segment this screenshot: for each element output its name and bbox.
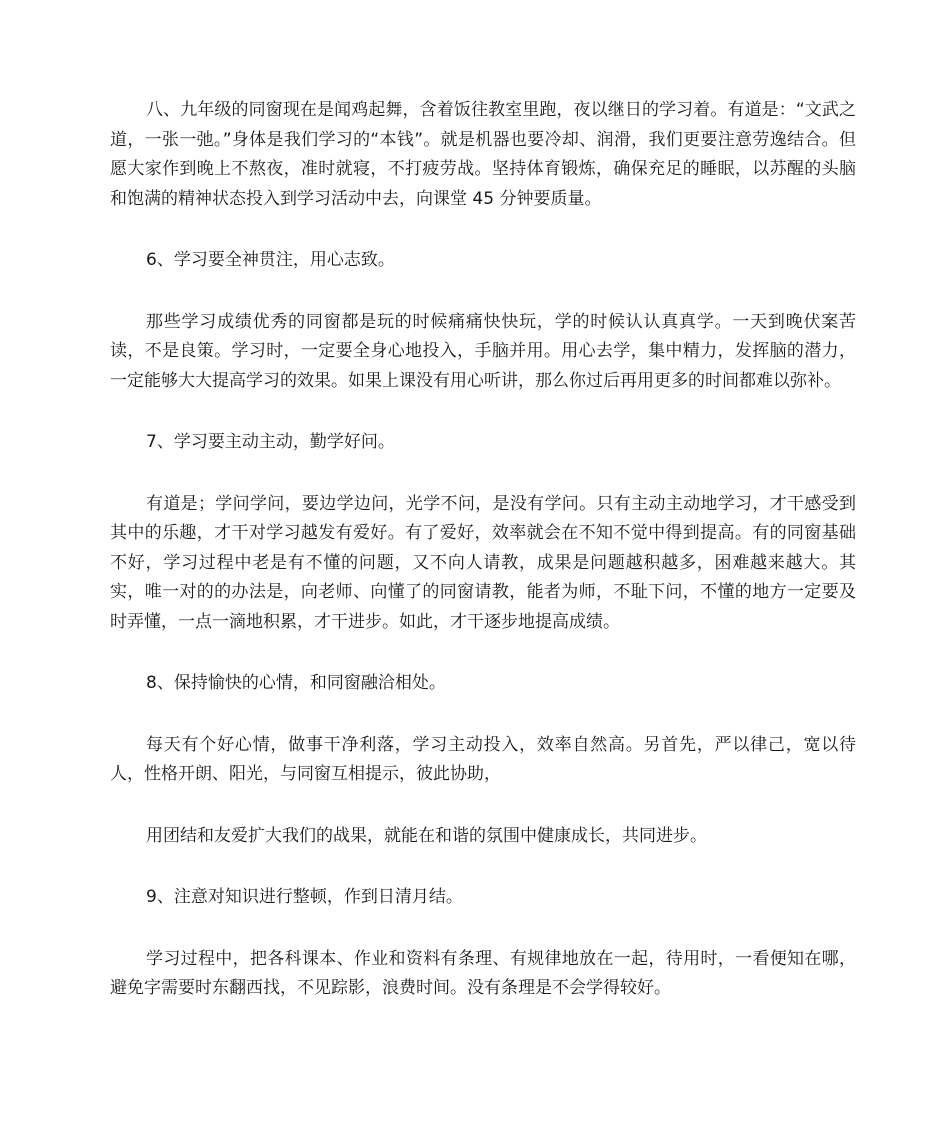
paragraph-gap [110, 637, 856, 669]
paragraph-organize-materials: 学习过程中，把各科课本、作业和资料有条理、有规律地放在一起，待用时，一看便知在哪，避免字需要时东翻西找，不见踪影，浪费时间。没有条理是不会学得较好。 [110, 948, 856, 998]
paragraph-unity: 用团结和友爱扩大我们的战果，就能在和谐的氛围中健康成长，共同进步。 [146, 825, 707, 846]
paragraph-gap [110, 790, 856, 822]
heading-point-9: 9、注意对知识进行整顿，作到日清月结。 [146, 887, 463, 907]
paragraph-gap [110, 851, 856, 883]
paragraph-good-mood: 每天有个好心情，做事干净利落，学习主动投入，效率自然高。另首先，严以律己，宽以待人，性格开朗、阳光，与同窗互相提示，彼此协助， [110, 734, 856, 784]
paragraph-rest-and-health: 八、九年级的同窗现在是闻鸡起舞，含着饭往教室里跑，夜以继日的学习着。有道是：“文武之道，一张一弛。”身体是我们学习的“本钱”。就是机器也要冷却、润滑，我们更要注意劳逸结合。但愿大家作到晚上不熬夜，准时就寝，不打疲劳战。坚持体育锻炼，确保充足的睡眠，以苏醒的头脑和饱满的精神状态投入到学习活动中去，向课堂 45 分钟要质量。 [110, 100, 856, 209]
paragraph-gap [110, 396, 856, 428]
document-body [110, 96, 856, 1004]
heading-point-6: 6、学习要全神贯注，用心志致。 [146, 250, 395, 270]
paragraph-gap [110, 458, 856, 490]
heading-point-8: 8、保持愉快的心情，和同窗融洽相处。 [146, 673, 446, 693]
paragraph-gap [110, 214, 856, 246]
paragraph-gap [110, 276, 856, 308]
heading-point-7: 7、学习要主动主动，勤学好问。 [146, 432, 395, 452]
paragraph-ask-questions: 有道是；学问学问，要边学边问，光学不问，是没有学问。只有主动主动地学习，才干感受到其中的乐趣，才干对学习越发有爱好。有了爱好，效率就会在不知不觉中得到提高。有的同窗基础不好，学习过程中老是有不懂的问题，又不向人请教，成果是问题越积越多，困难越来越大。其实，唯一对的的办法是，向老师、向懂了的同窗请教，能者为师，不耻下问，不懂的地方一定要及时弄懂，一点一滴地积累，才干进步。如此，才干逐步地提高成绩。 [110, 493, 856, 632]
paragraph-gap [110, 913, 856, 945]
paragraph-gap [110, 699, 856, 731]
paragraph-concentration: 那些学习成绩优秀的同窗都是玩的时候痛痛快快玩，学的时候认认真真学。一天到晚伏案苦读，不是良策。学习时，一定要全身心地投入，手脑并用。用心去学，集中精力，发挥脑的潜力，一定能够大大提高学习的效果。如果上课没有用心听讲，那么你过后再用更多的时间都难以弥补。 [110, 311, 856, 391]
